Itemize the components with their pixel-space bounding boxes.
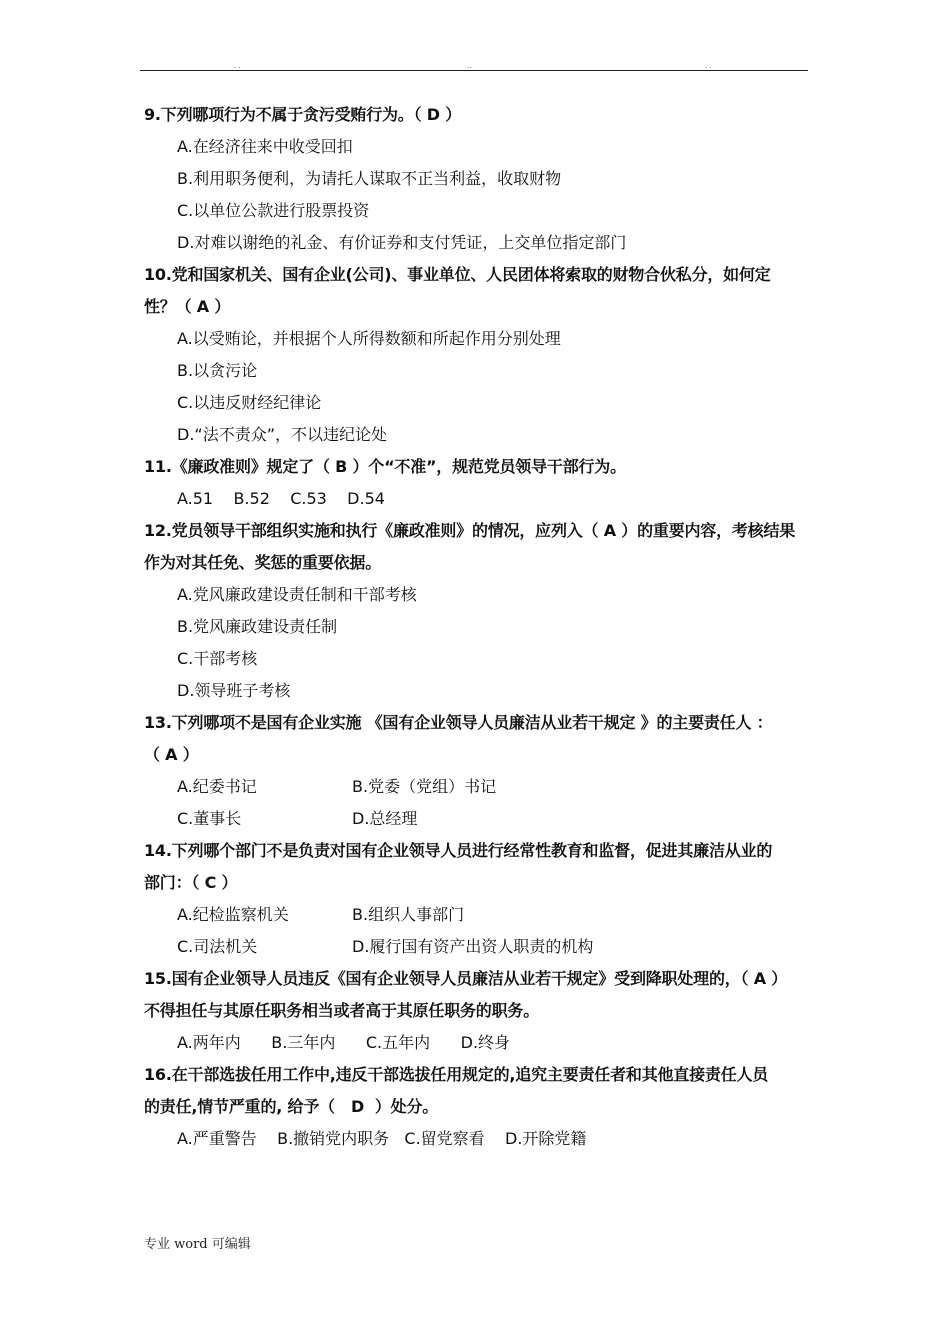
header-mark: . .: [234, 62, 241, 70]
option: B.党风廉政建设责任制: [177, 617, 338, 636]
header-mark: ..: [467, 62, 472, 70]
header-rule: [140, 70, 808, 71]
option: A.纪检监察机关: [177, 905, 289, 924]
question-stem: （ A ）: [144, 745, 199, 764]
question-stem: 15.国有企业领导人员违反《国有企业领导人员廉洁从业若干规定》受到降职处理的，（ A ）: [144, 969, 788, 988]
question-stem: 作为对其任免、奖惩的重要依据。: [144, 553, 382, 572]
inline-options: A.51 B.52 C.53 D.54: [177, 489, 385, 508]
question-stem: 的责任,情节严重的, 给予（ D ）处分。: [144, 1097, 439, 1116]
question-stem: 部门：（ C ）: [144, 873, 238, 892]
option: B.党委（党组）书记: [352, 777, 497, 796]
option: D.总经理: [352, 809, 418, 828]
inline-options: A.两年内 B.三年内 C.五年内 D.终身: [177, 1033, 511, 1052]
question-stem: 13.下列哪项不是国有企业实施 《国有企业领导人员廉洁从业若干规定 》的主要责任人 ：: [144, 713, 773, 732]
option: A.纪委书记: [177, 777, 257, 796]
header-mark: . .: [705, 62, 712, 70]
option-row: [144, 803, 812, 835]
question-stem: 9.下列哪项行为不属于贪污受贿行为。（ D ）: [144, 105, 462, 124]
footer-text: 专业 word 可编辑: [144, 1237, 251, 1252]
option: D.领导班子考核: [177, 681, 291, 700]
option: B.组织人事部门: [352, 905, 465, 924]
option: C.干部考核: [177, 649, 258, 668]
question-stem: 16.在干部选拔任用工作中,违反干部选拔任用规定的,追究主要责任者和其他直接责任人员: [144, 1065, 769, 1084]
option: A.在经济往来中收受回扣: [177, 137, 353, 156]
header-marks: [140, 62, 808, 70]
question-stem: 11.《廉政准则》规定了（ B ）个“不准”，规范党员领导干部行为。: [144, 457, 626, 476]
question-stem: 14.下列哪个部门不是负责对国有企业领导人员进行经常性教育和监督，促进其廉洁从业的: [144, 841, 773, 860]
option: A.党风廉政建设责任制和干部考核: [177, 585, 417, 604]
question-stem: 12.党员领导干部组织实施和执行《廉政准则》的情况，应列入（ A ）的重要内容，考核结果: [144, 521, 796, 540]
option: C.董事长: [177, 809, 242, 828]
option: C.司法机关: [177, 937, 258, 956]
option: A.以受贿论，并根据个人所得数额和所起作用分别处理: [177, 329, 561, 348]
option: C.以违反财经纪律论: [177, 393, 322, 412]
option-row: [144, 771, 812, 803]
option: B.以贪污论: [177, 361, 258, 380]
option: D.对难以谢绝的礼金、有价证券和支付凭证，上交单位指定部门: [177, 233, 627, 252]
option-row: [144, 899, 812, 931]
option-row: [144, 931, 812, 963]
option: C.以单位公款进行股票投资: [177, 201, 370, 220]
option: D.履行国有资产出资人职责的机构: [352, 937, 594, 956]
question-stem: 不得担任与其原任职务相当或者高于其原任职务的职务。: [144, 1001, 540, 1020]
question-stem: 性？（ A ）: [144, 297, 231, 316]
document-body: [144, 99, 812, 1155]
option: D.“法不责众”，不以违纪论处: [177, 425, 387, 444]
option: B.利用职务便利，为请托人谋取不正当利益，收取财物: [177, 169, 562, 188]
inline-options: A.严重警告 B.撤销党内职务 C.留党察看 D.开除党籍: [177, 1129, 587, 1148]
question-stem: 10.党和国家机关、国有企业(公司)、事业单位、人民团体将索取的财物合伙私分，如何定: [144, 265, 771, 284]
